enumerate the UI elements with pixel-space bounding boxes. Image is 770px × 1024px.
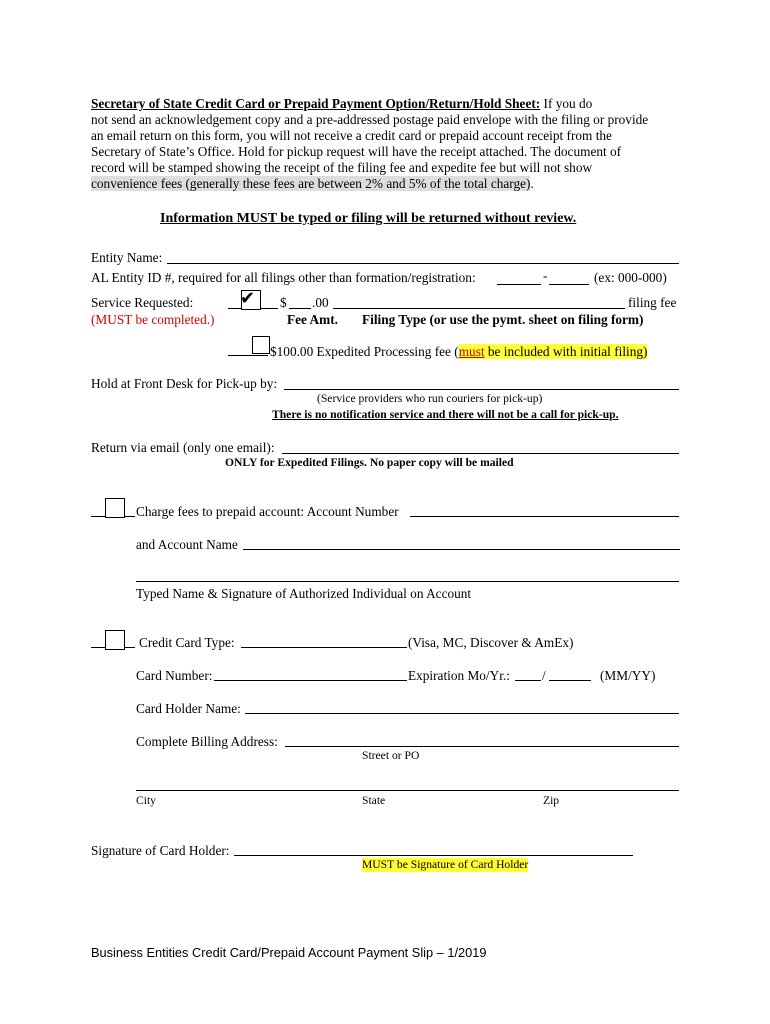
checkmark-icon: ✔ [240,288,256,309]
street-label: Street or PO [362,749,420,762]
header-text: If you do [543,96,593,111]
city-label: City [136,794,156,807]
must-be-completed-note: (MUST be completed.) [91,312,215,327]
signature-note: MUST be Signature of Card Holder [362,858,529,871]
card-holder-name-label: Card Holder Name: [136,701,241,716]
hold-note: (Service providers who run couriers for pick-up) [317,392,543,405]
form-page: Secretary of State Credit Card or Prepaid Payment Option/Return/Hold Sheet: If you do not send an acknowledgement copy and a pre-addressed postage paid envelope with the filing or provide an email return on this form, you will not receive a credit card or prepaid account receipt from the Secretary of State’s Office. Hold for pickup request will have the receipt attached. The document of record will be stamped showing the receipt of the filing fee and expedite fee but will not show convenience fees (generally these fees are between 2% and 5% of the total charge). Information MUST be typed or filing will be returned without review. Entity Name: AL Entity ID #, required for all filings other than formation/registration: - (ex: 000-000) Service Requested: (MUST be completed.) ✔ $ .00 filing fee Fee Amt. Filing Type (or use the pymt. sheet on filing form) $100.00 Expedited Processing fee (must be included with initial filing) Hold at Front Desk for Pick-up by: (Service providers who run couriers for pick-up) There is no notification service and there will not be a call for pick-up. Return via email (only one email): ONLY for Expedited Filings. No paper copy will be mailed Charge fees to prepaid account: Account Number and Account Name Typed Name & Signature of Authorized Individual on Account Credit Card Type: (Visa, MC, Discover & AmEx) Card Number: Expiration Mo/Yr.: / (MM/YY) Card Holder Name: Complete Billing Address: Street or PO City State Zip Signature of Card Holder: MUST be Signature of Card Holder Business Entities Credit Card/Prepaid Account Payment Slip – 1/2019 [0,0,770,1024]
hold-warning: There is no notification service and there will not be a call for pick-up. [272,408,619,421]
entity-id-field-part1[interactable] [497,284,541,285]
cents-text: .00 [312,295,329,310]
hold-label: Hold at Front Desk for Pick-up by: [91,376,278,391]
fee-amount-field[interactable] [289,308,311,309]
zip-label: Zip [543,794,560,807]
email-note: ONLY for Expedited Filings. No paper copy will be mailed [225,456,514,469]
filing-type-field[interactable] [333,308,625,309]
card-holder-name-field[interactable] [245,713,679,714]
billing-city-state-zip-field[interactable] [136,790,679,791]
header-line-3: an email return on this form, you will not receive a credit card or prepaid account receipt from the [91,128,612,143]
card-number-field[interactable] [214,680,407,681]
card-number-label: Card Number: [136,668,213,683]
expedite-checkbox[interactable] [252,336,270,354]
account-name-field[interactable] [243,549,680,550]
entity-name-field[interactable] [167,263,679,264]
typed-notice: Information MUST be typed or filing will be returned without review. [160,211,577,226]
header-line-2: not send an acknowledgement copy and a pre-addressed postage paid envelope with the filing or provide [91,112,649,127]
page-footer: Business Entities Credit Card/Prepaid Account Payment Slip – 1/2019 [91,945,487,960]
prepaid-checkbox[interactable] [105,498,125,518]
entity-id-label: AL Entity ID #, required for all filings other than formation/registration: [91,270,476,285]
signature-label: Signature of Card Holder: [91,843,230,858]
card-type-label: Credit Card Type: [139,635,235,650]
filing-fee-label: filing fee [628,295,677,310]
expiration-format: (MM/YY) [600,668,656,683]
fee-amt-label: Fee Amt. [287,312,338,327]
header-line-6: convenience fees (generally these fees are between 2% and 5% of the total charge). [91,176,534,191]
expiration-year-field[interactable] [549,680,591,681]
service-requested-label: Service Requested: [91,295,194,310]
credit-card-checkbox[interactable] [105,630,125,650]
authorized-signature-field[interactable] [136,581,679,582]
expedite-text: $100.00 Expedited Processing fee (must be included with initial filing) [270,344,648,359]
form-title: Secretary of State Credit Card or Prepaid Payment Option/Return/Hold Sheet: [91,96,541,111]
expiration-label: Expiration Mo/Yr.: [408,668,510,683]
hold-pickup-field[interactable] [284,389,679,390]
convenience-fee-text: convenience fees (generally these fees are between 2% and 5% of the total charge) [91,176,531,191]
expedite-highlight: must be included with initial filing) [458,344,648,359]
header-line-1 [91,96,592,112]
card-type-options: (Visa, MC, Discover & AmEx) [408,635,574,650]
header-line-5: record will be stamped showing the receipt of the filing fee and expedite fee but will not show [91,160,593,175]
dollar-sign: $ [280,295,287,310]
entity-id-field-part2[interactable] [549,284,589,285]
card-type-field[interactable] [241,647,407,648]
signature-field[interactable] [234,855,633,856]
billing-street-field[interactable] [285,746,679,747]
billing-address-label: Complete Billing Address: [136,734,278,749]
entity-name-label: Entity Name: [91,250,163,265]
expiration-month-field[interactable] [515,680,541,681]
entity-id-example: (ex: 000-000) [594,270,667,285]
account-name-label: and Account Name [136,537,238,552]
authorized-signature-label: Typed Name & Signature of Authorized Individual on Account [136,586,472,601]
email-label: Return via email (only one email): [91,440,275,455]
account-number-label: Charge fees to prepaid account: Account Number [136,504,399,519]
state-label: State [362,794,386,807]
account-number-field[interactable] [410,516,679,517]
filing-type-label: Filing Type (or use the pymt. sheet on filing form) [362,312,644,327]
expedite-check-line [228,355,268,356]
header-line-4: Secretary of State’s Office. Hold for pickup request will have the receipt attached. The document of [91,144,622,159]
email-field[interactable] [282,453,679,454]
